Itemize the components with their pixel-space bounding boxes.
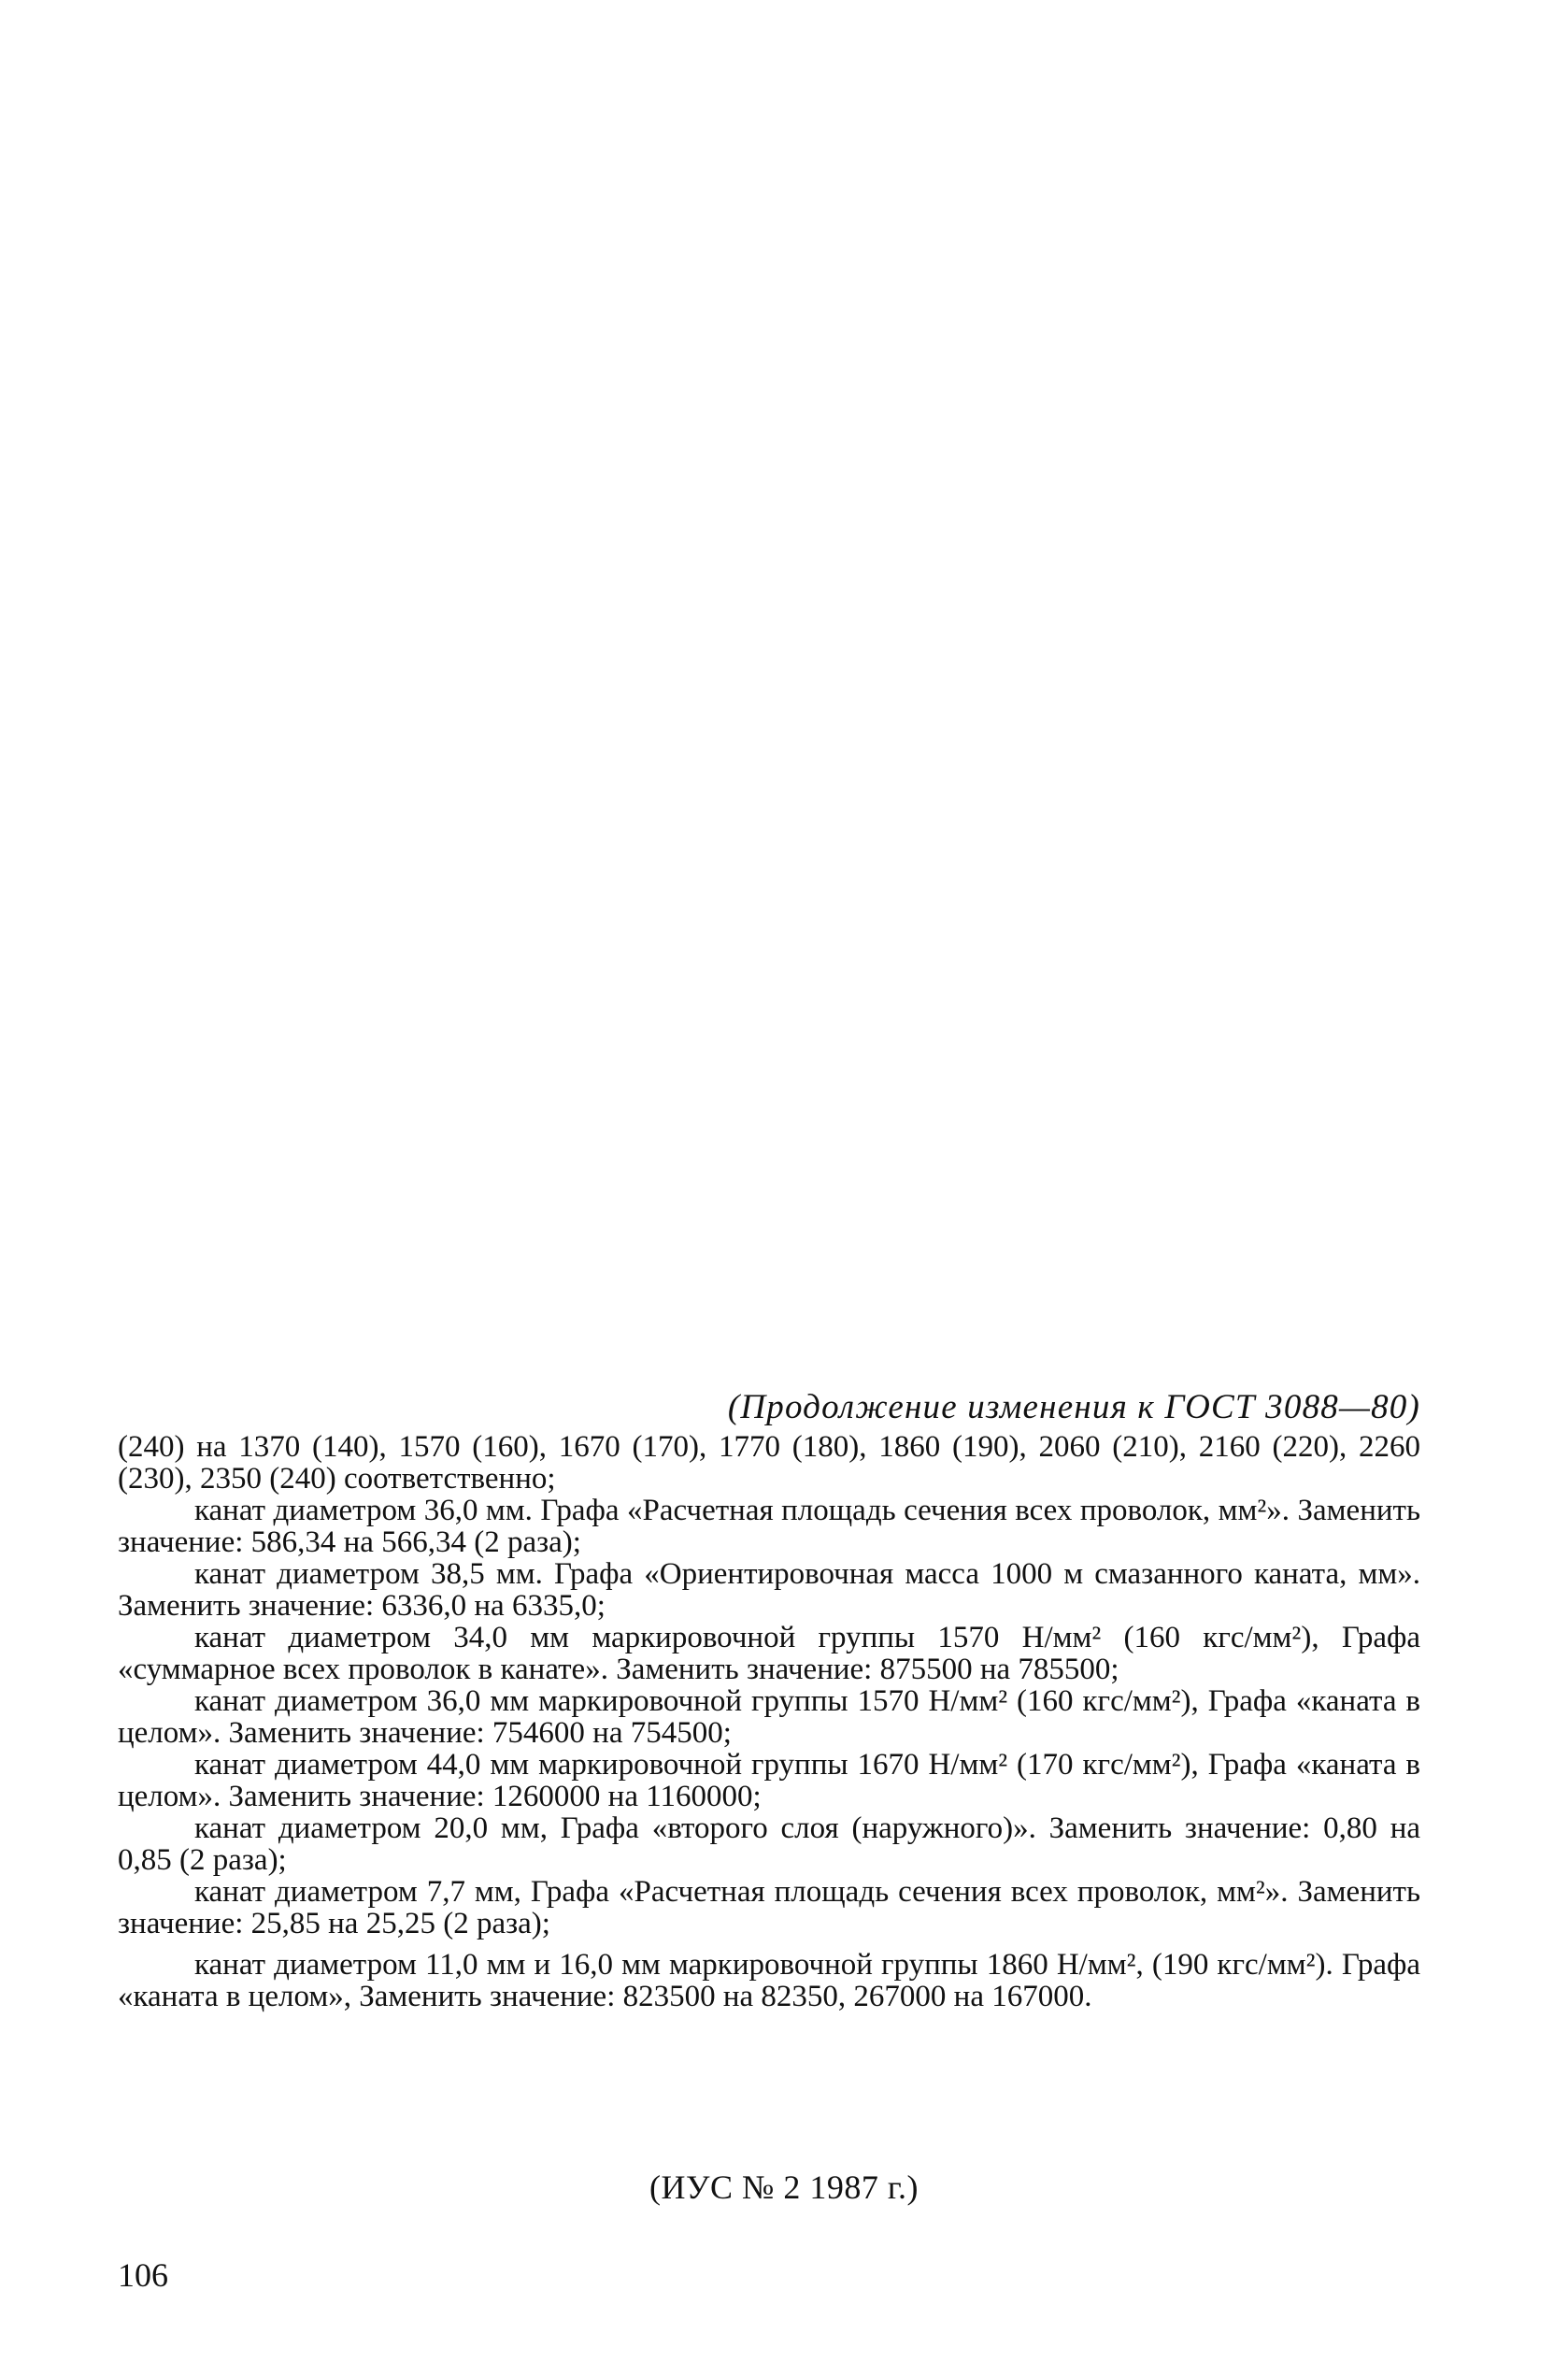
- paragraph-7: канат диаметром 20,0 мм, Графа «второго слоя (наружного)». Заменить значение: 0,80 на 0,85 (2 раза);: [118, 1811, 1420, 1877]
- paragraph-5: канат диаметром 36,0 мм маркировочной группы 1570 Н/мм² (160 кгс/мм²), Графа «каната в целом». Заменить значение: 754600 на 754500;: [118, 1684, 1420, 1750]
- paragraph-3: канат диаметром 38,5 мм. Графа «Ориентировочная масса 1000 м смазанного каната, мм». Заменить значение: 6336,0 на 6335,0;: [118, 1557, 1420, 1623]
- paragraph-6: канат диаметром 44,0 мм маркировочной группы 1670 Н/мм² (170 кгс/мм²), Графа «каната в целом». Заменить значение: 1260000 на 1160000;: [118, 1748, 1420, 1813]
- source-reference: (ИУС № 2 1987 г.): [649, 2169, 919, 2206]
- paragraph-1: (240) на 1370 (140), 1570 (160), 1670 (170), 1770 (180), 1860 (190), 2060 (210), 2160 (220), 2260 (230), 2350 (240) соответственно;: [118, 1430, 1420, 1496]
- continuation-header: (Продолжение изменения к ГОСТ 3088—80): [727, 1388, 1420, 1426]
- page-number: 106: [118, 2256, 168, 2294]
- paragraph-8: канат диаметром 7,7 мм, Графа «Расчетная площадь сечения всех проволок, мм²». Заменить значение: 25,85 на 25,25 (2 раза);: [118, 1875, 1420, 1940]
- amendment-text: [118, 1431, 1420, 2012]
- paragraph-9: канат диаметром 11,0 мм и 16,0 мм маркировочной группы 1860 Н/мм², (190 кгс/мм²). Графа «каната в целом», Заменить значение: 823500 на 82350, 267000 на 167000.: [118, 1948, 1420, 2013]
- paragraph-2: канат диаметром 36,0 мм. Графа «Расчетная площадь сечения всех проволок, мм²». Заменить значение: 586,34 на 566,34 (2 раза);: [118, 1494, 1420, 1559]
- paragraph-4: канат диаметром 34,0 мм маркировочной группы 1570 Н/мм² (160 кгс/мм²), Графа «суммарное всех проволок в канате». Заменить значение: 875500 на 785500;: [118, 1621, 1420, 1686]
